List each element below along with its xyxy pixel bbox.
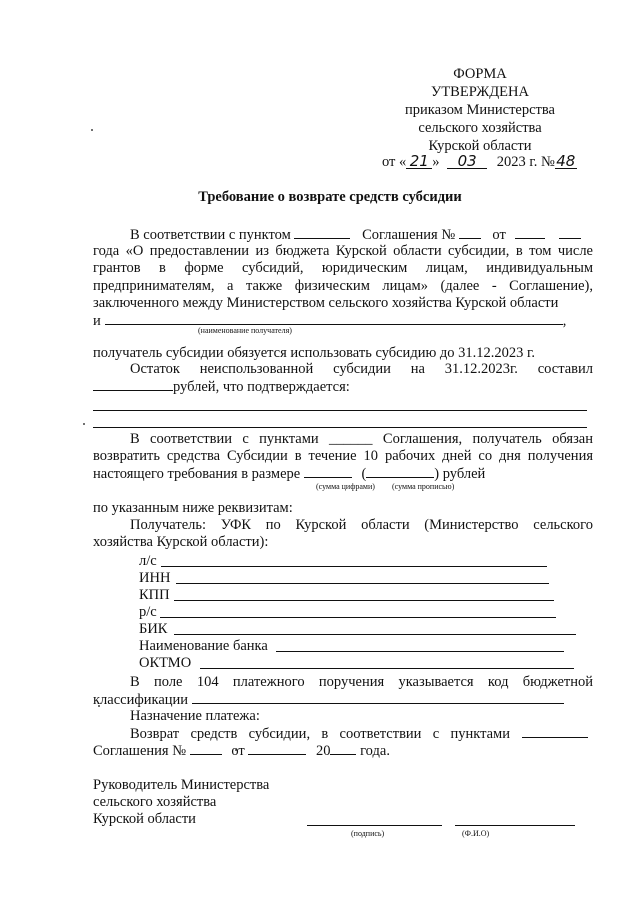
blank-inn — [176, 583, 549, 584]
blank-amount-digits — [304, 465, 352, 478]
blank-ls — [161, 566, 547, 567]
field-oktmo: ОКТМО — [139, 655, 192, 671]
header-order-line1: приказом Министерства — [405, 102, 555, 118]
para3-rubles: ) рублей — [434, 466, 486, 482]
blank-bank — [276, 651, 564, 652]
return-from: от — [231, 743, 245, 759]
blank-line-confirm-1 — [93, 410, 587, 411]
return-year-word: года. — [360, 743, 390, 759]
field-bank: Наименование банка — [139, 638, 268, 654]
date-month-handwritten: 03 — [447, 154, 487, 169]
blank-date-b — [559, 226, 581, 239]
para1-comma: , — [562, 313, 567, 329]
return-line2 — [93, 742, 390, 760]
para1-text-b: Соглашения № — [362, 227, 456, 243]
signature-line2: сельского хозяйства — [93, 794, 217, 810]
blank-full-name — [455, 825, 575, 826]
return-year-prefix: 20 — [315, 743, 331, 759]
caption-words: (сумма прописью) — [392, 482, 455, 491]
para1-line2: года «О предоставлении из бюджета Курской области субсидии, в том числе — [93, 243, 593, 259]
header-order-line3: Курской области — [428, 138, 532, 154]
para1-text-a: В соответствии с пунктом — [130, 227, 291, 243]
para2-line3 — [93, 378, 350, 396]
blank-return-number — [190, 742, 222, 755]
para1-line5: заключенного между Министерством сельского хозяйства Курской области — [93, 295, 559, 311]
field-ls: л/с — [139, 553, 157, 569]
para3-size-text: настоящего требования в размере — [93, 466, 301, 482]
payment-purpose: Назначение платежа: — [130, 708, 260, 724]
blank-line-confirm-2 — [93, 427, 587, 428]
blank-amount-words — [366, 465, 434, 478]
para1-and: и — [93, 313, 101, 329]
date-mid: » — [432, 154, 440, 170]
field-bik: БИК — [139, 621, 168, 637]
signature-line1: Руководитель Министерства — [93, 777, 270, 793]
return-agreement: Соглашения № — [93, 743, 187, 759]
blank-return-year — [330, 742, 356, 755]
para3-line1: В соответствии с пунктами ______ Соглашения, получатель обязан — [130, 431, 593, 447]
para1-line6 — [93, 312, 566, 330]
caption-full-name: (Ф.И.О) — [462, 829, 490, 838]
blank-recipient-name — [105, 312, 563, 325]
para1-text-c: от — [492, 227, 506, 243]
document-title: Требование о возврате средств субсидии — [198, 189, 462, 205]
signature-line3: Курской области — [93, 811, 196, 827]
blank-signature — [307, 825, 442, 826]
date-prefix: от « — [382, 154, 407, 170]
field104-line1: В поле 104 платежного поручения указывается код бюджетной — [130, 674, 593, 690]
para3-open-paren: ( — [361, 466, 367, 482]
recipient-line2: хозяйства Курской области): — [93, 534, 269, 550]
blank-rs — [160, 617, 556, 618]
field104-line2 — [93, 691, 564, 709]
header-date — [382, 154, 577, 171]
para1-line3: грантов в форме субсидий, юридическим лицам, индивидуальным — [93, 260, 593, 276]
blank-clause — [294, 226, 350, 239]
para2-rubles: рублей, что подтверждается: — [173, 379, 350, 395]
caption-digits: (сумма цифрами) — [316, 482, 375, 491]
blank-kpp — [174, 600, 554, 601]
recipient-line1: Получатель: УФК по Курской области (Министерство сельского — [130, 517, 593, 533]
para2-line2: Остаток неиспользованной субсидии на 31.12.2023г. составил — [130, 361, 593, 377]
return-text: Возврат средств субсидии, в соответствии с пунктами — [130, 726, 510, 742]
para1-line4: предпринимателям, а также физическим лицам» (далее - Соглашение), — [93, 278, 593, 294]
caption-signature: (подпись) — [351, 829, 385, 838]
scan-dot — [83, 423, 85, 425]
field-rs: р/с — [139, 604, 157, 620]
blank-oktmo — [200, 668, 574, 669]
blank-bik — [174, 634, 576, 635]
header-order-line2: сельского хозяйства — [418, 120, 542, 136]
blank-return-date — [248, 742, 306, 755]
field-kpp: КПП — [139, 587, 170, 603]
para1-line1 — [130, 226, 581, 244]
header-forma: ФОРМА — [453, 66, 507, 82]
caption-recipient: (наименование получателя) — [198, 326, 292, 335]
field-inn: ИНН — [139, 570, 171, 586]
date-year: 2023 г. № — [496, 154, 555, 170]
return-line1 — [130, 725, 593, 743]
blank-kbk — [192, 691, 564, 704]
scan-dot — [91, 129, 93, 131]
date-day-handwritten: 21 — [406, 154, 432, 169]
para3-line3 — [93, 465, 485, 483]
blank-return-clauses — [522, 725, 588, 738]
field104-classification: классификации — [93, 692, 189, 708]
order-number-handwritten: 48 — [556, 152, 576, 170]
header-approved: УТВЕРЖДЕНА — [431, 84, 529, 100]
requisites-intro: по указанным ниже реквизитам: — [93, 500, 293, 516]
para2-line1: получатель субсидии обязуется использовать субсидию до 31.12.2023 г. — [93, 345, 535, 361]
blank-remaining-amount — [93, 378, 173, 391]
blank-date-a — [515, 226, 545, 239]
para3-line2: возвратить средства Субсидии в течение 10 рабочих дней со дня получения — [93, 448, 593, 464]
blank-agreement-number — [459, 226, 481, 239]
